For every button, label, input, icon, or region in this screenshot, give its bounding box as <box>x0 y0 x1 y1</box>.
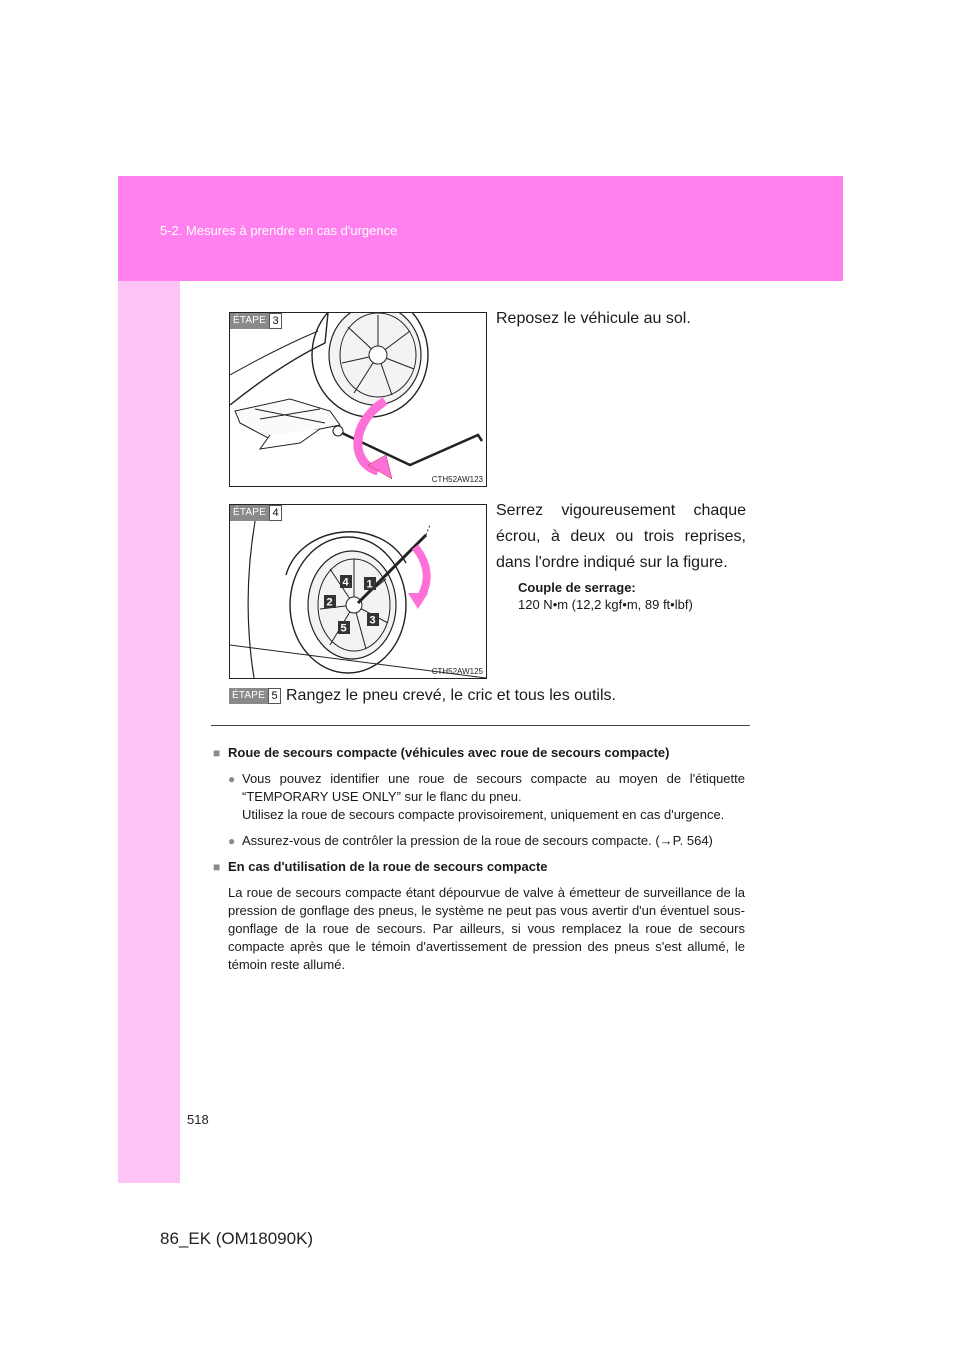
note-bullet <box>228 770 745 824</box>
black-square-icon: ■ <box>213 746 221 760</box>
step3-illustration <box>229 312 487 487</box>
step4-tag <box>230 505 282 521</box>
page-number: 518 <box>187 1112 209 1127</box>
black-square-icon: ■ <box>213 860 221 874</box>
note-heading-text: En cas d'utilisation de la roue de secours compacte <box>228 859 548 874</box>
bullet-text: Vous pouvez identifier une roue de secours compacte au moyen de l'étiquette “TEMPORARY USE ONLY” sur le flanc du pneu. <box>242 771 745 804</box>
bullet-text: Assurez-vous de contrôler la pression de la roue de secours compacte. (→P. 564) <box>242 833 713 848</box>
note-bullet <box>228 832 745 850</box>
nut-tightening-illustration <box>230 505 486 678</box>
step5-instruction: Rangez le pneu crevé, le cric et tous les outils. <box>286 687 616 704</box>
black-circle-icon: ● <box>228 772 236 786</box>
bullet-text: Utilisez la roue de secours compacte provisoirement, uniquement en cas d'urgence. <box>242 807 725 822</box>
notes-section <box>213 744 745 974</box>
torque-value: 120 N•m (12,2 kgf•m, 89 ft•lbf) <box>518 597 693 612</box>
nut-order-3: 3 <box>369 614 376 627</box>
torque-label: Couple de serrage: <box>518 580 636 595</box>
jack-lowering-illustration <box>230 313 486 486</box>
step-number: 4 <box>269 505 282 521</box>
nut-order-4: 4 <box>342 576 349 589</box>
note-heading <box>213 858 745 876</box>
nut-order-5: 5 <box>340 622 347 635</box>
black-circle-icon: ● <box>228 834 236 848</box>
step3-instruction: Reposez le véhicule au sol. <box>496 310 691 327</box>
step-word: ÉTAPE <box>229 688 268 704</box>
side-margin-strip <box>118 281 180 1183</box>
step-word: ÉTAPE <box>230 505 269 521</box>
note-heading <box>213 744 745 762</box>
step4-instruction: Serrez vigoureusement chaque écrou, à deux ou trois reprises, dans l'ordre indiqué sur la figure. <box>496 502 746 571</box>
note-paragraph: La roue de secours compacte étant dépourvue de valve à émetteur de surveillance de la pression de gonflage des pneus, le système ne peut pas vous avertir d'un éventuel sous-gonflage de la roue de secours. Par ailleurs, si vous remplacez la roue de secours compacte après que le témoin d'avertissement de pression des pneus s'est allumé, le témoin reste allumé. <box>228 885 745 972</box>
section-title: 5-2. Mesures à prendre en cas d'urgence <box>160 223 398 238</box>
step5-tag <box>229 688 281 704</box>
section-divider <box>211 725 750 726</box>
step-number: 5 <box>268 688 281 704</box>
step-number: 3 <box>269 313 282 329</box>
figure-code: CTH52AW125 <box>431 667 483 676</box>
step3-tag <box>230 313 282 329</box>
document-code: 86_EK (OM18090K) <box>160 1229 314 1248</box>
nut-order-1: 1 <box>366 578 373 591</box>
step4-illustration <box>229 504 487 679</box>
nut-order-2: 2 <box>326 596 333 609</box>
step-word: ÉTAPE <box>230 313 269 329</box>
figure-code: CTH52AW123 <box>431 475 483 484</box>
note-heading-text: Roue de secours compacte (véhicules avec roue de secours compacte) <box>228 745 670 760</box>
